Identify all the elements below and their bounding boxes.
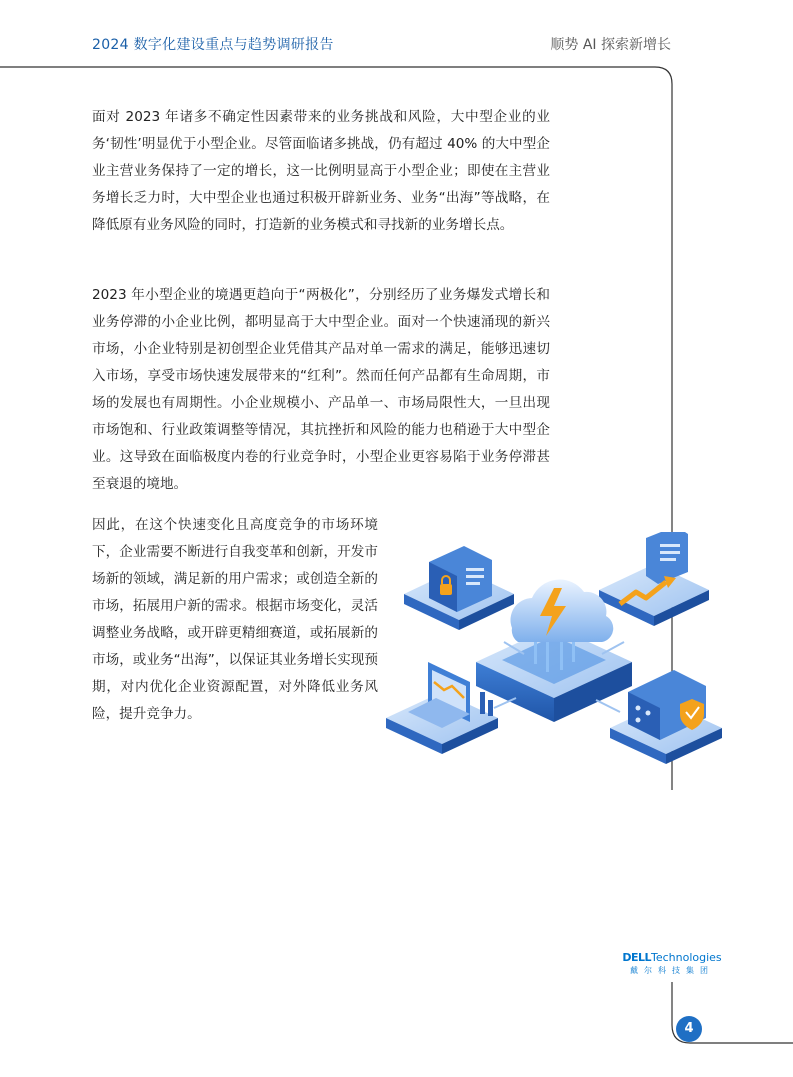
dell-technologies-logo	[622, 951, 722, 976]
report-title: 2024 数字化建设重点与趋势调研报告	[92, 37, 334, 53]
cloud-infrastructure-illustration	[384, 532, 724, 790]
logo-product: Technologies	[651, 951, 722, 964]
paragraph-2: 2023 年小型企业的境遇更趋向于“两极化”，分别经历了业务爆发式增长和业务停滞的小企业比例，都明显高于大中型企业。面对一个快速涌现的新兴市场，小企业特别是初创型企业凭借其产品对单一需求的满足，能够迅速切入市场，享受市场快速发展带来的“红利”。然而任何产品都有生命周期，市场的发展也有周期性。小企业规模小、产品单一、市场局限性大，一旦出现市场饱和、行业政策调整等情况，其抗挫折和风险的能力也稍逊于大中型企业。这导致在面临极度内卷的行业竞争时，小型企业更容易陷于业务停滞甚至衰退的境地。	[92, 287, 550, 492]
logo-subtitle: 戴尔科技集团	[630, 966, 714, 975]
paragraph-1: 面对 2023 年诸多不确定性因素带来的业务挑战和风险，大中型企业的业务‘韧性’明显优于小型企业。尽管面临诸多挑战，仍有超过 40% 的大中型企业主营业务保持了一定的增长，这一比例明显高于小型企业；即使在主营业务增长乏力时，大中型企业也通过积极开辟新业务、业务“出海”等战略，在降低原有业务风险的同时，打造新的业务模式和寻找新的业务增长点。	[92, 109, 550, 233]
logo-brand: DELL	[622, 951, 651, 964]
lock-icon	[440, 584, 452, 595]
document-lock-platform	[404, 546, 514, 630]
page-number: 4	[676, 1016, 702, 1042]
header-tagline: 顺势 AI 探索新增长	[550, 37, 671, 53]
growth-chart-platform	[599, 532, 709, 626]
paragraph-3: 因此，在这个快速变化且高度竞争的市场环境下，企业需要不断进行自我变革和创新，开发市场新的领域，满足新的用户需求；或创造全新的市场，拓展用户新的需求。根据市场变化，灵活调整业务战略，或开辟更精细赛道，或拓展新的市场，或业务“出海”，以保证其业务增长实现预期，对内优化企业资源配置，对外降低业务风险，提升竞争力。	[92, 517, 378, 722]
